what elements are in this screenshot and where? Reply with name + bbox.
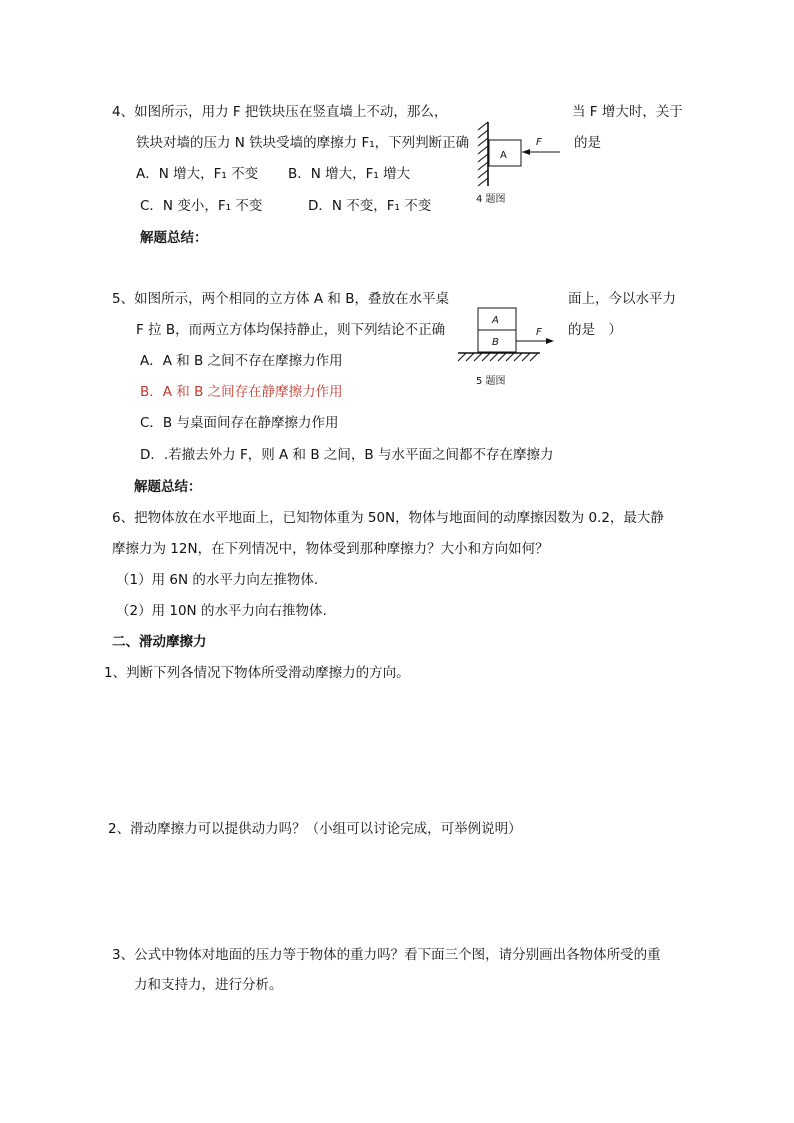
q5-line1-right: 面上，今以水平力 [568,291,676,307]
q4-option-d: D．N 不变，F₁ 不变 [308,198,432,214]
q6-sub1: （1）用 6N 的水平力向左推物体. [116,572,319,588]
q5-summary-label: 解题总结： [134,479,202,495]
block-b-label: B [492,337,499,348]
q5-option-d: D．.若撤去外力 F，则 A 和 B 之间，B 与水平面之间都不存在摩擦力 [140,447,554,463]
q4-option-a: A．N 增大，F₁ 不变 [136,166,259,182]
section2-q3-line2: 力和支持力，进行分析。 [134,977,283,993]
q5-line2: F 拉 B，而两立方体均保持静止，则下列结论不正确 [136,322,446,338]
q5-option-b-text: B．A 和 B 之间存在静摩擦力作用 [140,384,343,400]
q6-sub2: （2）用 10N 的水平力向右推物体. [116,603,327,619]
q5-option-a: A．A 和 B 之间不存在摩擦力作用 [140,353,343,369]
q5-option-c: C．B 与桌面间存在静摩擦力作用 [140,415,339,431]
force-arrowhead [546,338,554,344]
wall-hatching [478,122,488,186]
q6-line1: 6、把物体放在水平地面上，已知物体重为 50N，物体与地面间的动摩擦因数为 0.2，最大静 [112,510,664,526]
section2-q1: 1、判断下列各情况下物体所受滑动摩擦力的方向。 [104,665,410,681]
q5-option-b [140,386,343,400]
force-arrowhead [522,149,530,155]
q6-line2: 摩擦力为 12N，在下列情况中，物体受到那种摩擦力？大小和方向如何？ [112,541,549,557]
q4-option-b: B．N 增大，F₁ 增大 [288,166,411,182]
q4-line1-right: 当 F 增大时，关于 [572,104,683,120]
q4-figure [470,118,580,210]
section-heading: 二、滑动摩擦力 [112,634,207,650]
q5-line1: 5、如图所示，两个相同的立方体 A 和 B，叠放在水平桌 [112,291,449,307]
block-a-label: A [492,315,499,326]
section2-q2: 2、滑动摩擦力可以提供动力吗？（小组可以讨论完成，可举例说明） [108,821,522,837]
q4-figure-caption: 4 题图 [476,194,506,205]
q5-line2-right: 的是 ） [568,322,622,338]
q4-line1: 4、如图所示，用力 F 把铁块压在竖直墙上不动，那么， [112,104,448,120]
q4-summary-label: 解题总结： [140,230,208,246]
q4-line2: 铁块对墙的压力 N 铁块受墙的摩擦力 F₁，下列判断正确 [136,135,470,151]
force-label: F [536,137,542,148]
q4-line2-right: 的是 [574,135,601,151]
q5-figure-caption: 5 题图 [476,376,506,387]
table-hatching [458,353,538,361]
block-a-label: A [500,150,507,161]
q5-figure [452,304,562,390]
section2-q3-line1: 3、公式中物体对地面的压力等于物体的重力吗？看下面三个图，请分别画出各物体所受的重 [112,947,661,963]
q4-option-c: C．N 变小，F₁ 不变 [140,198,263,214]
force-label: F [536,327,542,338]
